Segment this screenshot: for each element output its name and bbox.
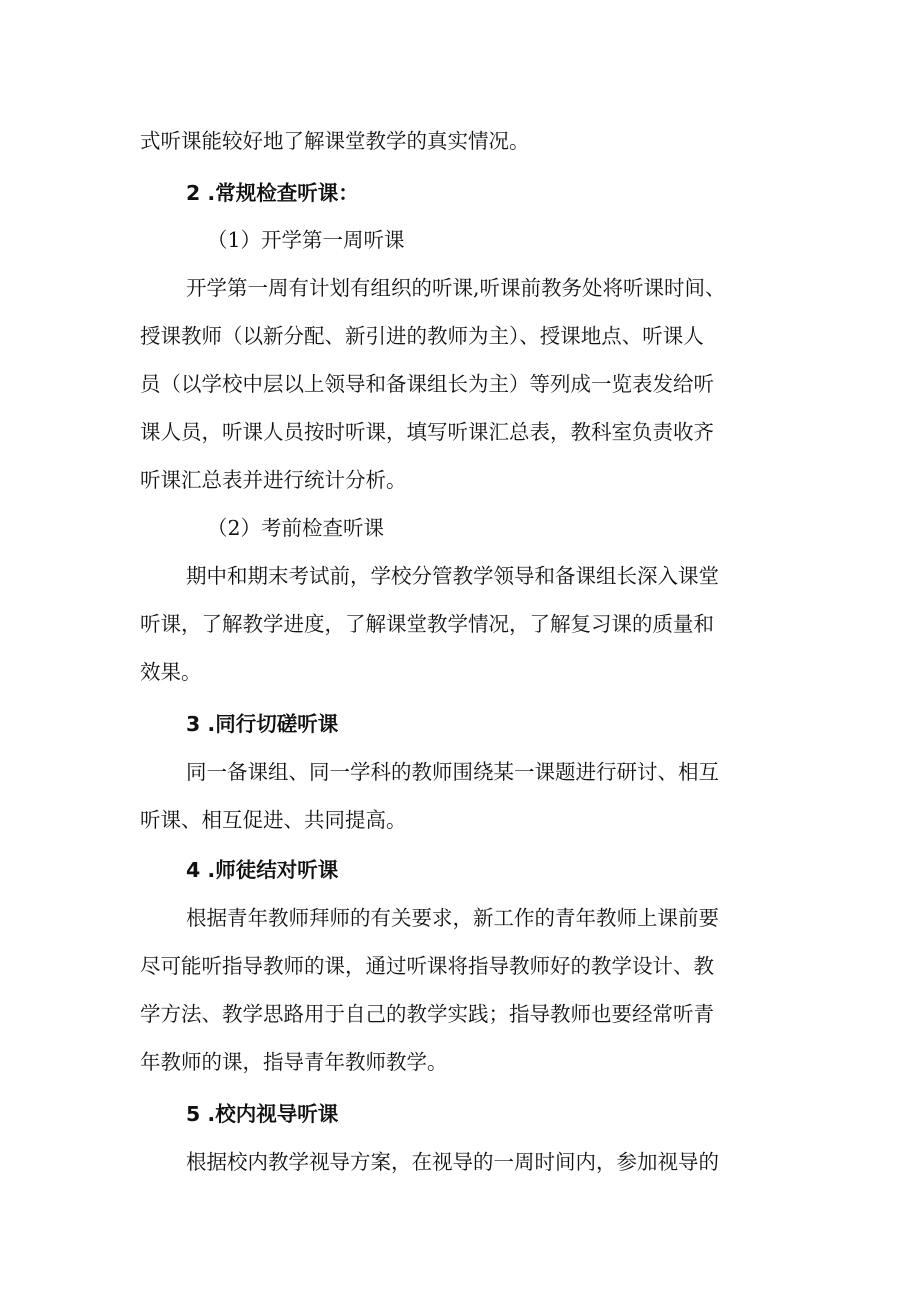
subheading-1: （1）开学第一周听课 <box>207 228 405 252</box>
paragraph-line: 尽可能听指导教师的课，通过听课将指导教师好的教学设计、教 <box>140 954 714 978</box>
paragraph-line: 听课汇总表并进行统计分析。 <box>140 468 407 492</box>
paragraph-line: 授课教师（以新分配、新引进的教师为主）、授课地点、听课人 <box>140 324 704 348</box>
section-heading-5: 5 .校内视导听课 <box>186 1102 339 1126</box>
section-heading-2: 2 .常规检查听课： <box>186 181 359 205</box>
subheading-2: （2）考前检查听课 <box>207 516 385 540</box>
paragraph-line: 听课、相互促进、共同提高。 <box>140 808 407 832</box>
paragraph-line: 根据校内教学视导方案，在视导的一周时间内，参加视导的 <box>186 1150 719 1174</box>
paragraph-line: 期中和期末考试前，学校分管教学领导和备课组长深入课堂 <box>186 564 719 588</box>
paragraph-line: 根据青年教师拜师的有关要求，新工作的青年教师上课前要 <box>186 906 719 930</box>
paragraph-line: 效果。 <box>140 660 202 684</box>
paragraph-continuation-line: 式听课能较好地了解课堂教学的真实情况。 <box>140 129 530 153</box>
paragraph-line: 课人员，听课人员按时听课，填写听课汇总表，教科室负责收齐 <box>140 420 714 444</box>
paragraph-line: 开学第一周有计划有组织的听课,听课前教务处将听课时间、 <box>186 276 726 300</box>
paragraph-line: 年教师的课，指导青年教师教学。 <box>140 1050 448 1074</box>
paragraph-line: 员（以学校中层以上领导和备课组长为主）等列成一览表发给听 <box>140 372 714 396</box>
section-heading-3: 3 .同行切磋听课 <box>186 712 339 736</box>
paragraph-line: 学方法、教学思路用于自己的教学实践；指导教师也要经常听青 <box>140 1002 714 1026</box>
paragraph-line: 听课，了解教学进度，了解课堂教学情况，了解复习课的质量和 <box>140 612 714 636</box>
paragraph-line: 同一备课组、同一学科的教师围绕某一课题进行研讨、相互 <box>186 760 719 784</box>
section-heading-4: 4 .师徒结对听课 <box>186 858 339 882</box>
